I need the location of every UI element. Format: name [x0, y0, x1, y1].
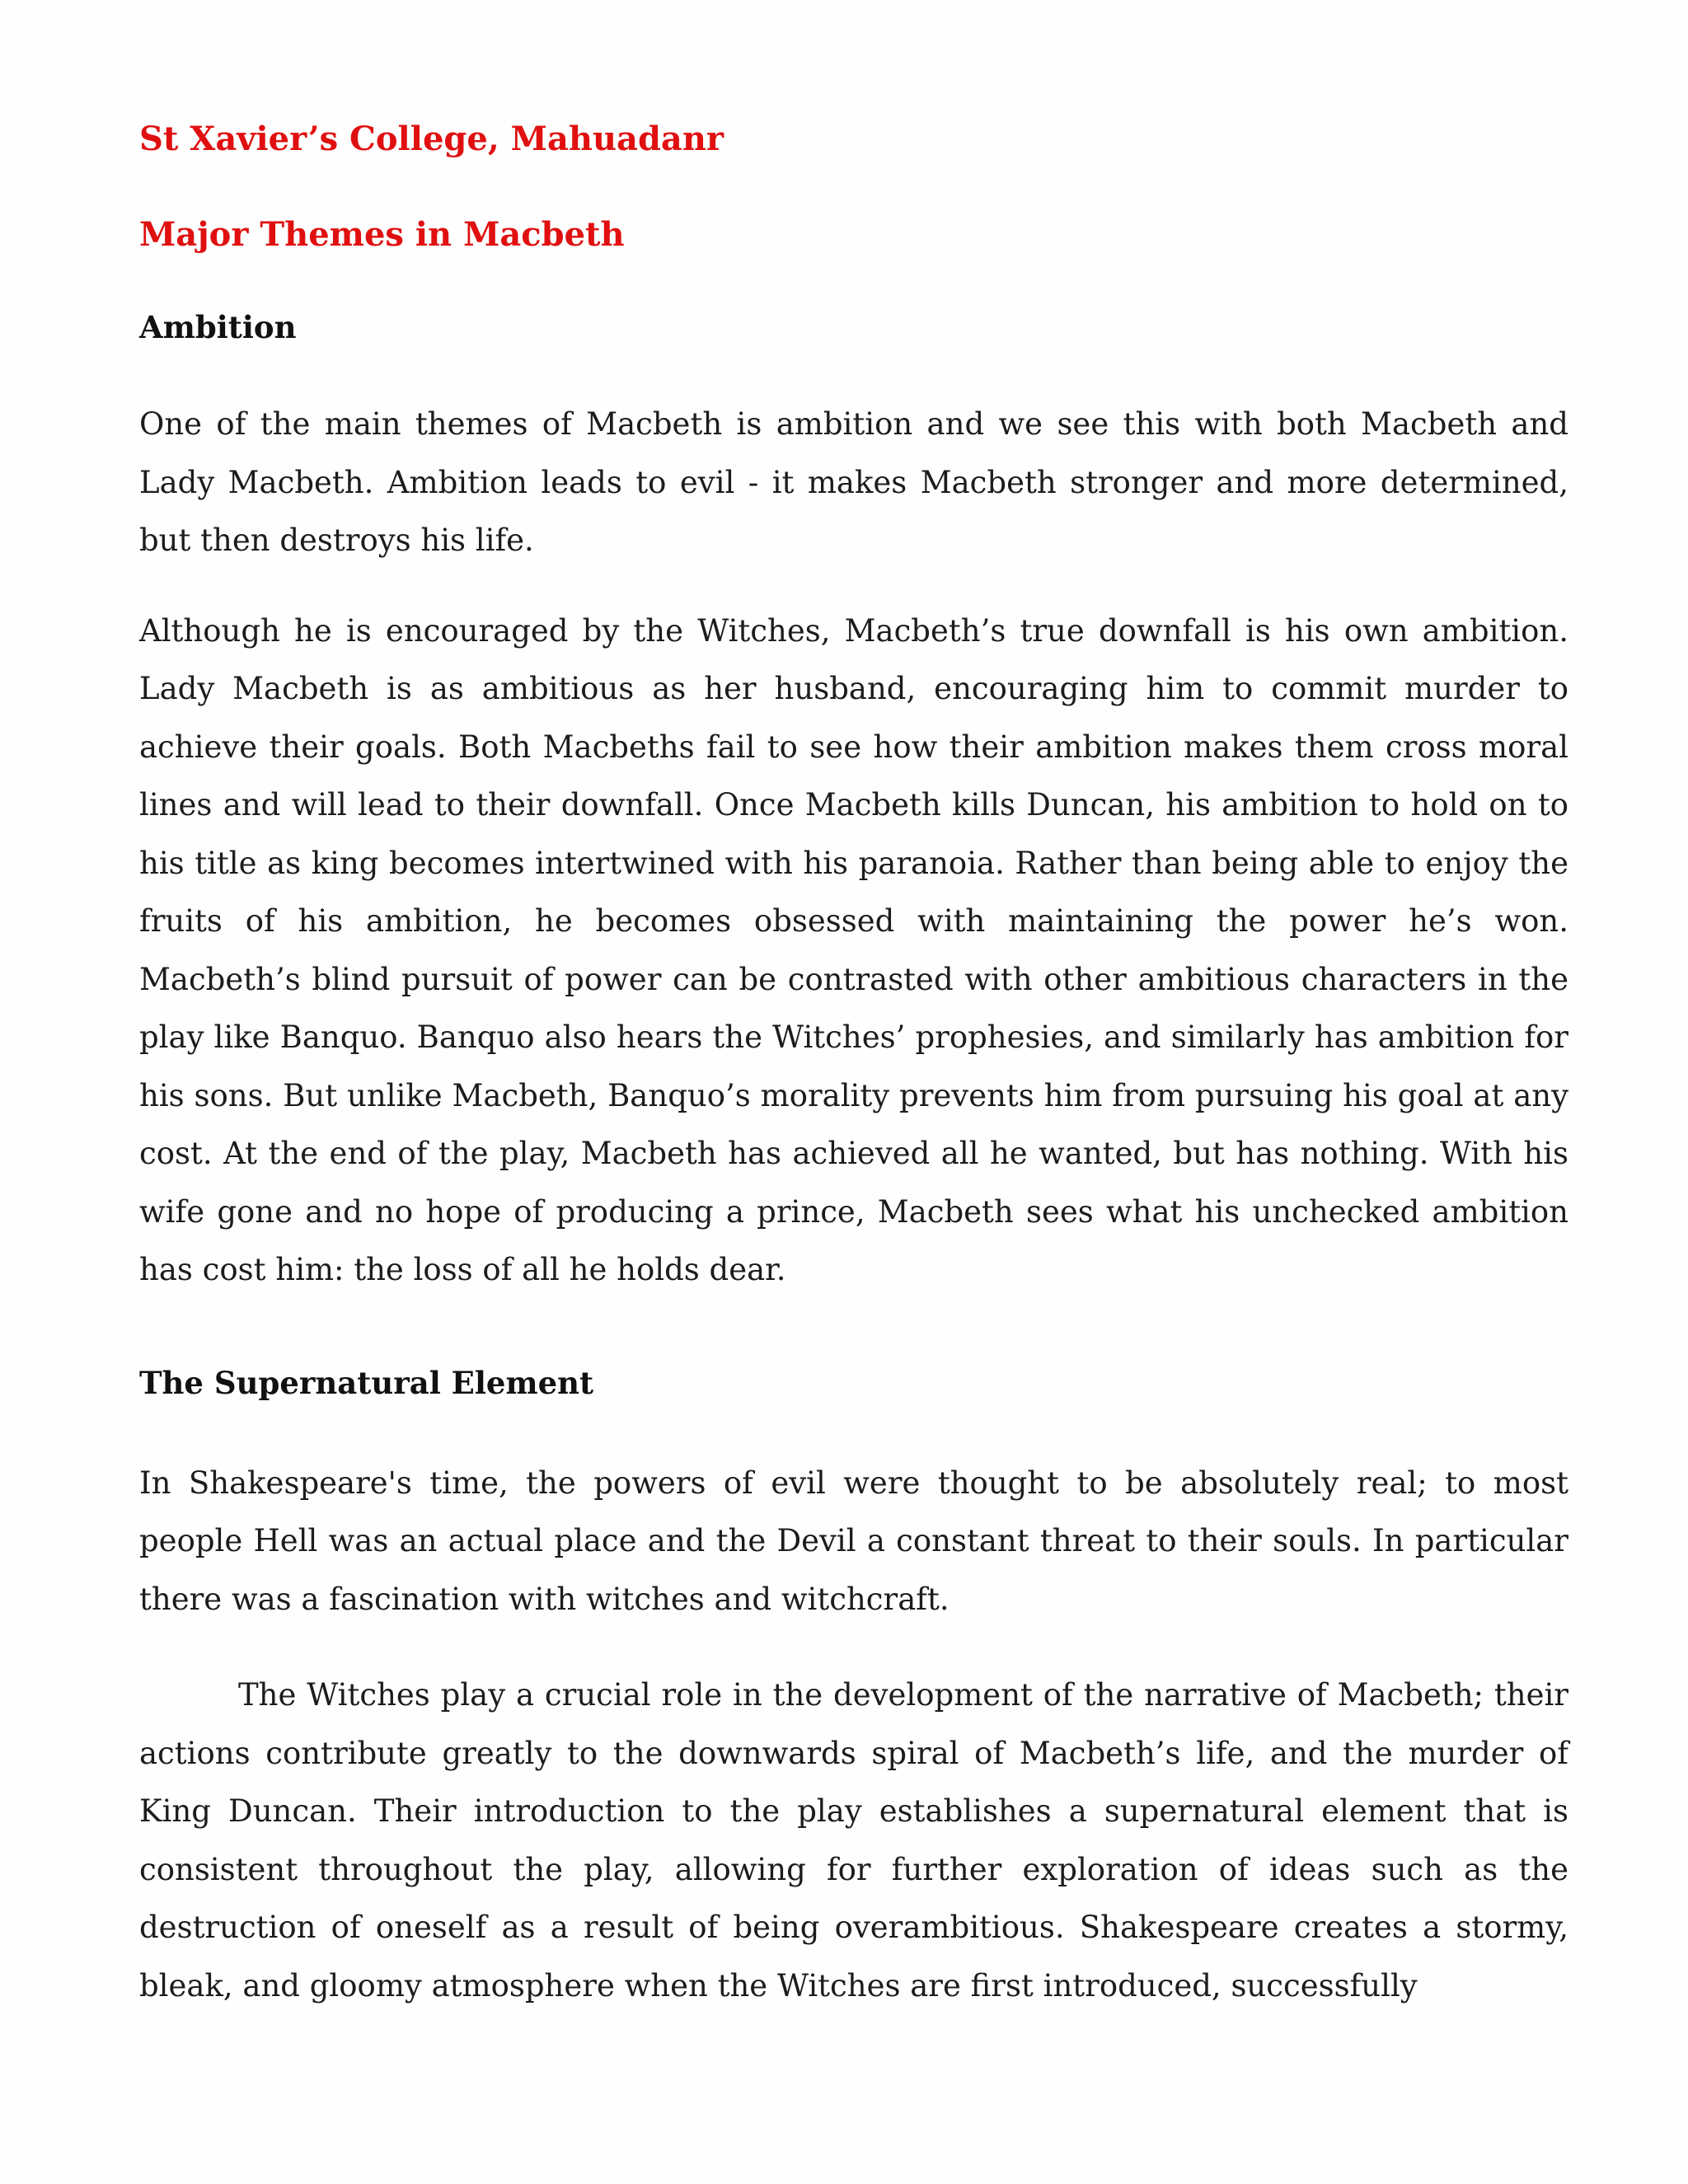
section-heading-ambition: Ambition [139, 309, 297, 345]
document-title: Major Themes in Macbeth [139, 215, 625, 254]
paragraph: The Witches play a crucial role in the development of the narrative of Macbeth; their actions contribute greatly to the downwards spiral of Macbeth’s life, and the murder of King Duncan. Their introduction to the play establishes a supernatural element that is consistent throughout the play, allowing for further exploration of ideas such as the destruction of oneself as a result of being overambitious. Shakespeare creates a stormy, bleak, and gloomy atmosphere when the Witches are first introduced, successfully [139, 1677, 1568, 2004]
document-content [139, 115, 1568, 2015]
section-heading-supernatural: The Supernatural Element [139, 1364, 594, 1401]
college-name: St Xavier’s College, Mahuadanr [139, 120, 724, 158]
paragraph: Although he is encouraged by the Witches, Macbeth’s true downfall is his own ambition. Lady Macbeth is as ambitious as her husband, encouraging him to commit murder to achieve their goals. Both Macbeths fail to see how their ambition makes them cross moral lines and will lead to their downfall. Once Macbeth kills Duncan, his ambition to hold on to his title as king becomes intertwined with his paranoia. Rather than being able to enjoy the fruits of his ambition, he becomes obsessed with maintaining the power he’s won. Macbeth’s blind pursuit of power can be contrasted with other ambitious characters in the play like Banquo. Banquo also hears the Witches’ prophesies, and similarly has ambition for his sons. But unlike Macbeth, Banquo’s morality prevents him from pursuing his goal at any cost. At the end of the play, Macbeth has achieved all he wanted, but has nothing. With his wife gone and no hope of producing a prince, Macbeth sees what his unchecked ambition has cost him: the loss of all he holds dear. [139, 612, 1568, 1287]
paragraph: In Shakespeare's time, the powers of evil were thought to be absolutely real; to most people Hell was an actual place and the Devil a constant threat to their souls. In particular there was a fascination with witches and witchcraft. [139, 1465, 1568, 1617]
paragraph: One of the main themes of Macbeth is ambition and we see this with both Macbeth and Lady Macbeth. Ambition leads to evil - it makes Macbeth stronger and more determined, but then destroys his life. [139, 406, 1568, 558]
